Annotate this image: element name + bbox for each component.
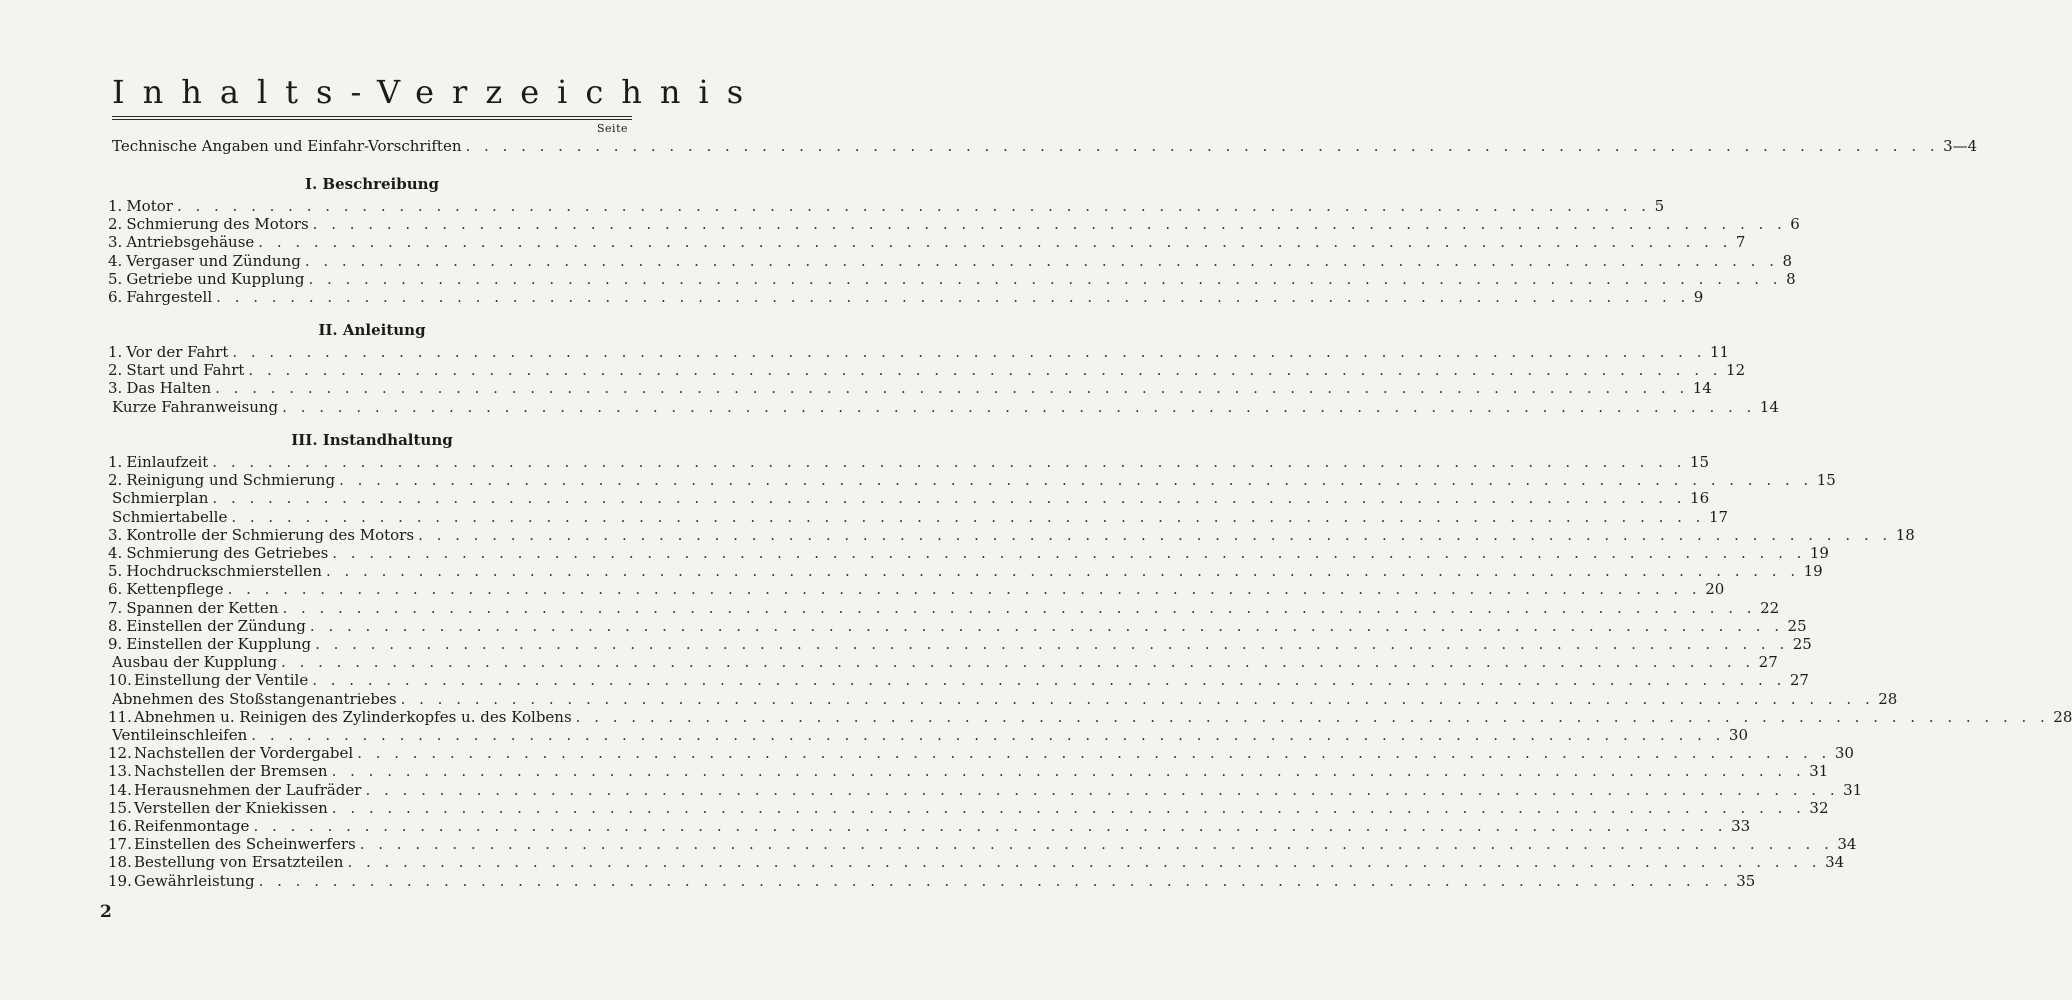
toc-entry: [108, 379, 1712, 397]
toc-entry-label: Technische Angaben und Einfahr-Vorschriften: [112, 137, 462, 155]
toc-entry: [108, 799, 1829, 817]
toc-entry-number: 1.: [108, 453, 123, 471]
toc-entry-page: 25: [1792, 635, 1812, 653]
dot-leader: . . . . . . . . . . . . . . . . . . . . . . . . . . . . . . . . . . . . . . . . . . . . . . . . . . . . . . . . . . . . . . . . . . . . . . . . . . . . . . . .: [212, 453, 1686, 471]
toc-entry-label: Ventileinschleifen: [112, 726, 248, 744]
dot-leader: . . . . . . . . . . . . . . . . . . . . . . . . . . . . . . . . . . . . . . . . . . . . . . . . . . . . . . . . . . . . . . . . . . . . . . . . . . . . . . . .: [212, 489, 1687, 507]
toc-entry-page: 17: [1708, 508, 1729, 526]
toc-entry-page: 35: [1736, 872, 1756, 890]
dot-leader: . . . . . . . . . . . . . . . . . . . . . . . . . . . . . . . . . . . . . . . . . . . . . . . . . . . . . . . . . . . . . . . . . . . . . . . . . . . . . . . .: [281, 653, 1755, 671]
toc-entry-number: 3.: [108, 526, 123, 544]
toc-entry-number: 11.: [108, 708, 132, 726]
toc-entry-number: 3.: [108, 233, 123, 251]
toc-entry-number: 5.: [108, 562, 123, 580]
toc-entry-label: Herausnehmen der Laufräder: [134, 781, 362, 799]
toc-entry: [108, 653, 1778, 671]
dot-leader: . . . . . . . . . . . . . . . . . . . . . . . . . . . . . . . . . . . . . . . . . . . . . . . . . . . . . . . . . . . . . . . . . . . . . . . . . . . . . . . .: [357, 744, 1831, 762]
toc-entry-page: 34: [1837, 835, 1857, 853]
dot-leader: . . . . . . . . . . . . . . . . . . . . . . . . . . . . . . . . . . . . . . . . . . . . . . . . . . . . . . . . . . . . . . . . . . . . . . . . . . . . . . . .: [231, 508, 1705, 526]
toc-entry-page: 19: [1809, 544, 1829, 562]
dot-leader: . . . . . . . . . . . . . . . . . . . . . . . . . . . . . . . . . . . . . . . . . . . . . . . . . . . . . . . . . . . . . . . . . . . . . . . . . . . . . . . .: [315, 635, 1789, 653]
title-rule: [112, 116, 632, 117]
dot-leader: . . . . . . . . . . . . . . . . . . . . . . . . . . . . . . . . . . . . . . . . . . . . . . . . . . . . . . . . . . . . . . . . . . . . . . . . . . . . . . . .: [248, 361, 1723, 379]
dot-leader: . . . . . . . . . . . . . . . . . . . . . . . . . . . . . . . . . . . . . . . . . . . . . . . . . . . . . . . . . . . . . . . . . . . . . . . . . . . . . . . .: [309, 617, 1784, 635]
toc-entry-number: 7.: [108, 599, 123, 617]
dot-leader: . . . . . . . . . . . . . . . . . . . . . . . . . . . . . . . . . . . . . . . . . . . . . . . . . . . . . . . . . . . . . . . . . . . . . . . . . . . . . . . .: [331, 799, 1806, 817]
toc-entry: [108, 544, 1829, 562]
toc-entry: [108, 508, 1729, 526]
toc-entry: [108, 489, 1710, 507]
toc-entry: [108, 453, 1709, 471]
toc-entry-label: Reinigung und Schmierung: [126, 471, 336, 489]
toc-entry-page: 14: [1692, 379, 1712, 397]
toc-entry-label: Abnehmen u. Reinigen des Zylinderkopfes u. des Kolbens: [134, 708, 572, 726]
title-rule: [112, 119, 632, 120]
toc-entry-number: 4.: [108, 544, 123, 562]
toc-entry: [108, 781, 1863, 799]
toc-entry-page: 32: [1809, 799, 1829, 817]
dot-leader: . . . . . . . . . . . . . . . . . . . . . . . . . . . . . . . . . . . . . . . . . . . . . . . . . . . . . . . . . . . . . . . . . . . . . . . . . . . . . . . .: [400, 690, 1875, 708]
toc-entry-label: Kurze Fahranweisung: [112, 398, 279, 416]
toc-entry-label: Einlaufzeit: [126, 453, 209, 471]
toc-entry-number: 4.: [108, 252, 123, 270]
toc-entry-label: Kettenpflege: [126, 580, 224, 598]
dot-leader: . . . . . . . . . . . . . . . . . . . . . . . . . . . . . . . . . . . . . . . . . . . . . . . . . . . . . . . . . . . . . . . . . . . . . . . . . . . . . . . .: [418, 526, 1892, 544]
seite-column-label: Seite: [597, 122, 628, 135]
toc-entry-label: Gewährleistung: [134, 872, 255, 890]
toc-entry: [108, 580, 1725, 598]
toc-entry-number: 1.: [108, 343, 123, 361]
toc-entry: [108, 233, 1746, 251]
toc-entry: [108, 197, 1665, 215]
toc-entry-label: Motor: [126, 197, 173, 215]
toc-entry: [108, 817, 1751, 835]
toc-entry: [108, 744, 1854, 762]
dot-leader: . . . . . . . . . . . . . . . . . . . . . . . . . . . . . . . . . . . . . . . . . . . . . . . . . . . . . . . . . . . . . . . . . . . . . . . . . . . . . . . .: [359, 835, 1834, 853]
toc-entry-page: 31: [1843, 781, 1863, 799]
toc-entry-number: 10.: [108, 671, 132, 689]
toc-entry-page: 3—4: [1943, 137, 1978, 155]
toc-entry: [108, 617, 1807, 635]
toc-entry-label: Vergaser und Zündung: [126, 252, 301, 270]
dot-leader: . . . . . . . . . . . . . . . . . . . . . . . . . . . . . . . . . . . . . . . . . . . . . . . . . . . . . . . . . . . . . . . . . . . . . . . . . . . . . . . .: [331, 762, 1806, 780]
dot-leader: . . . . . . . . . . . . . . . . . . . . . . . . . . . . . . . . . . . . . . . . . . . . . . . . . . . . . . . . . . . . . . . . . . . . . . . . . . . . . . . .: [312, 671, 1786, 689]
toc-entry-page: 16: [1690, 489, 1710, 507]
toc-entry: [108, 252, 1793, 270]
dot-leader: . . . . . . . . . . . . . . . . . . . . . . . . . . . . . . . . . . . . . . . . . . . . . . . . . . . . . . . . . . . . . . . . . . . . . . . . . . . . . . . .: [304, 252, 1779, 270]
toc-entry: [108, 835, 1857, 853]
toc-entry-page: 20: [1705, 580, 1725, 598]
toc-entry: [108, 853, 1845, 871]
toc-entry-number: 18.: [108, 853, 132, 871]
section-heading: III. Instandhaltung: [291, 431, 453, 449]
toc-entry-page: 12: [1726, 361, 1746, 379]
dot-leader: . . . . . . . . . . . . . . . . . . . . . . . . . . . . . . . . . . . . . . . . . . . . . . . . . . . . . . . . . . . . . . . . . . . . . . . . . . . . . . . .: [253, 817, 1728, 835]
toc-entry: [108, 398, 1779, 416]
toc-entry: [108, 599, 1780, 617]
toc-entry-page: 18: [1895, 526, 1915, 544]
toc-entry-page: 11: [1709, 343, 1730, 361]
toc-entry-label: Nachstellen der Vordergabel: [134, 744, 354, 762]
toc-entry-number: 14.: [108, 781, 132, 799]
dot-leader: . . . . . . . . . . . . . . . . . . . . . . . . . . . . . . . . . . . . . . . . . . . . . . . . . . . . . . . . . . . . . . . . . . . . . . . . . . . . . . . .: [176, 197, 1651, 215]
toc-entry-number: 13.: [108, 762, 132, 780]
toc-entry-label: Einstellen der Kupplung: [126, 635, 312, 653]
toc-entry-page: 30: [1728, 726, 1748, 744]
page-number: 2: [100, 902, 112, 922]
dot-leader: . . . . . . . . . . . . . . . . . . . . . . . . . . . . . . . . . . . . . . . . . . . . . . . . . . . . . . . . . . . . . . . . . . . . . . . . . . . . . . . .: [258, 872, 1733, 890]
dot-leader: . . . . . . . . . . . . . . . . . . . . . . . . . . . . . . . . . . . . . . . . . . . . . . . . . . . . . . . . . . . . . . . . . . . . . . . . . . . . . . . .: [365, 781, 1840, 799]
toc-entry-label: Spannen der Ketten: [126, 599, 279, 617]
dot-leader: . . . . . . . . . . . . . . . . . . . . . . . . . . . . . . . . . . . . . . . . . . . . . . . . . . . . . . . . . . . . . . . . . . . . . . . . . . . . . . . .: [312, 215, 1787, 233]
dot-leader: . . . . . . . . . . . . . . . . . . . . . . . . . . . . . . . . . . . . . . . . . . . . . . . . . . . . . . . . . . . . . . . . . . . . . . . . . . . . . . . .: [575, 708, 2050, 726]
dot-leader: . . . . . . . . . . . . . . . . . . . . . . . . . . . . . . . . . . . . . . . . . . . . . . . . . . . . . . . . . . . . . . . . . . . . . . . . . . . . . . . .: [282, 398, 1756, 416]
toc-entry: [108, 872, 1756, 890]
dot-leader: . . . . . . . . . . . . . . . . . . . . . . . . . . . . . . . . . . . . . . . . . . . . . . . . . . . . . . . . . . . . . . . . . . . . . . . . . . . . . . . .: [215, 379, 1689, 397]
toc-entry: [108, 671, 1809, 689]
toc-entry-label: Schmierung des Getriebes: [126, 544, 329, 562]
toc-entry-number: 6.: [108, 580, 123, 598]
toc-entry-number: 15.: [108, 799, 132, 817]
toc-entry-page: 8: [1786, 270, 1796, 288]
toc-entry-page: 28: [1878, 690, 1898, 708]
toc-entry-page: 5: [1654, 197, 1665, 215]
toc-entry: [108, 708, 2072, 726]
toc-entry: [108, 690, 1898, 708]
toc-entry-page: 6: [1790, 215, 1800, 233]
toc-entry-number: 2.: [108, 471, 123, 489]
dot-leader: . . . . . . . . . . . . . . . . . . . . . . . . . . . . . . . . . . . . . . . . . . . . . . . . . . . . . . . . . . . . . . . . . . . . . . . . . . . . . . . .: [325, 562, 1800, 580]
toc-entry: [108, 270, 1796, 288]
toc-entry-page: 31: [1809, 762, 1829, 780]
toc-entry-page: 30: [1834, 744, 1854, 762]
dot-leader: . . . . . . . . . . . . . . . . . . . . . . . . . . . . . . . . . . . . . . . . . . . . . . . . . . . . . . . . . . . . . . . . . . . . . . . . . . . . . . . .: [251, 726, 1725, 744]
toc-entry-number: 1.: [108, 197, 123, 215]
toc-entry-label: Antriebsgehäuse: [126, 233, 255, 251]
dot-leader: . . . . . . . . . . . . . . . . . . . . . . . . . . . . . . . . . . . . . . . . . . . . . . . . . . . . . . . . . . . . . . . . . . . . . . . . . . . . . . . .: [308, 270, 1783, 288]
dot-leader: . . . . . . . . . . . . . . . . . . . . . . . . . . . . . . . . . . . . . . . . . . . . . . . . . . . . . . . . . . . . . . . . . . . . . . . . . . . . . . . .: [282, 599, 1757, 617]
toc-entry: [108, 762, 1829, 780]
toc-entry-label: Reifenmontage: [134, 817, 250, 835]
toc-entry-number: 6.: [108, 288, 123, 306]
toc-entry: [108, 361, 1746, 379]
toc-entry-label: Schmiertabelle: [112, 508, 228, 526]
toc-entry-label: Das Halten: [126, 379, 212, 397]
dot-leader: . . . . . . . . . . . . . . . . . . . . . . . . . . . . . . . . . . . . . . . . . . . . . . . . . . . . . . . . . . . . . . . . . . . . . . . . . . . . . . . .: [227, 580, 1702, 598]
toc-entry-label: Bestellung von Ersatzteilen: [134, 853, 344, 871]
dot-leader: . . . . . . . . . . . . . . . . . . . . . . . . . . . . . . . . . . . . . . . . . . . . . . . . . . . . . . . . . . . . . . . . . . . . . . . . . . . . . . . .: [216, 288, 1690, 306]
toc-entry: [108, 288, 1704, 306]
page-title: Inhalts-Verzeichnis: [112, 73, 762, 111]
toc-entry-label: Schmierung des Motors: [126, 215, 309, 233]
dot-leader: . . . . . . . . . . . . . . . . . . . . . . . . . . . . . . . . . . . . . . . . . . . . . . . . . . . . . . . . . . . . . . . . . . . . . . . . . . . . . . . .: [347, 853, 1822, 871]
toc-entry: [108, 726, 1748, 744]
toc-entry: [108, 562, 1823, 580]
toc-entry-label: Ausbau der Kupplung: [112, 653, 278, 671]
dot-leader: . . . . . . . . . . . . . . . . . . . . . . . . . . . . . . . . . . . . . . . . . . . . . . . . . . . . . . . . . . . . . . . . . . . . . . . . . . . . . . . .: [332, 544, 1806, 562]
dot-leader: . . . . . . . . . . . . . . . . . . . . . . . . . . . . . . . . . . . . . . . . . . . . . . . . . . . . . . . . . . . . . . . . . . . . . . . . . . . . . . . .: [258, 233, 1732, 251]
toc-entry: [112, 137, 1978, 155]
toc-entry-number: 9.: [108, 635, 123, 653]
toc-entry: [108, 471, 1836, 489]
toc-entry-page: 33: [1731, 817, 1751, 835]
toc-entry-page: 15: [1816, 471, 1836, 489]
toc-entry-number: 16.: [108, 817, 132, 835]
toc-entry-label: Vor der Fahrt: [126, 343, 229, 361]
toc-entry-number: 3.: [108, 379, 123, 397]
toc-entry-label: Fahrgestell: [126, 288, 213, 306]
toc-entry-page: 9: [1693, 288, 1704, 306]
toc-entry-page: 25: [1787, 617, 1807, 635]
toc-entry-page: 7: [1735, 233, 1746, 251]
toc-entry-label: Start und Fahrt: [126, 361, 245, 379]
toc-entry-label: Getriebe und Kupplung: [126, 270, 305, 288]
toc-entry-page: 27: [1758, 653, 1778, 671]
toc-entry: [108, 215, 1800, 233]
toc-entry-label: Einstellung der Ventile: [134, 671, 309, 689]
toc-entry-label: Nachstellen der Bremsen: [134, 762, 328, 780]
section-heading: I. Beschreibung: [304, 175, 440, 193]
dot-leader: . . . . . . . . . . . . . . . . . . . . . . . . . . . . . . . . . . . . . . . . . . . . . . . . . . . . . . . . . . . . . . . . . . . . . . . . . . . . . . . .: [232, 343, 1706, 361]
toc-entry-number: 19.: [108, 872, 132, 890]
section-heading: II. Anleitung: [318, 321, 426, 339]
toc-entry-label: Einstellen des Scheinwerfers: [134, 835, 356, 853]
toc-entry-label: Schmierplan: [112, 489, 209, 507]
toc-entry-number: 8.: [108, 617, 123, 635]
toc-entry-number: 2.: [108, 361, 123, 379]
toc-entry-page: 14: [1759, 398, 1779, 416]
toc-entry-page: 28: [2053, 708, 2072, 726]
toc-entry-page: 27: [1789, 671, 1809, 689]
toc-entry-label: Hochdruckschmierstellen: [126, 562, 322, 580]
toc-entry: [108, 343, 1730, 361]
toc-entry: [108, 635, 1812, 653]
toc-entry-number: 12.: [108, 744, 132, 762]
toc-entry-number: 17.: [108, 835, 132, 853]
toc-entry-label: Kontrolle der Schmierung des Motors: [126, 526, 415, 544]
toc-entry-page: 34: [1825, 853, 1845, 871]
toc-entry: [108, 526, 1915, 544]
toc-entry-page: 22: [1760, 599, 1780, 617]
toc-entry-label: Verstellen der Kniekissen: [134, 799, 328, 817]
toc-entry-number: 2.: [108, 215, 123, 233]
toc-entry-page: 8: [1782, 252, 1793, 270]
dot-leader: . . . . . . . . . . . . . . . . . . . . . . . . . . . . . . . . . . . . . . . . . . . . . . . . . . . . . . . . . . . . . . . . . . . . . . . . . . . . . . . .: [339, 471, 1813, 489]
toc-entry-page: 19: [1803, 562, 1823, 580]
toc-entry-number: 5.: [108, 270, 123, 288]
toc-entry-page: 15: [1689, 453, 1709, 471]
toc-entry-label: Einstellen der Zündung: [126, 617, 306, 635]
dot-leader: . . . . . . . . . . . . . . . . . . . . . . . . . . . . . . . . . . . . . . . . . . . . . . . . . . . . . . . . . . . . . . . . . . . . . . . . . . . . . . . .: [465, 137, 1940, 155]
toc-entry-label: Abnehmen des Stoßstangenantriebes: [112, 690, 397, 708]
